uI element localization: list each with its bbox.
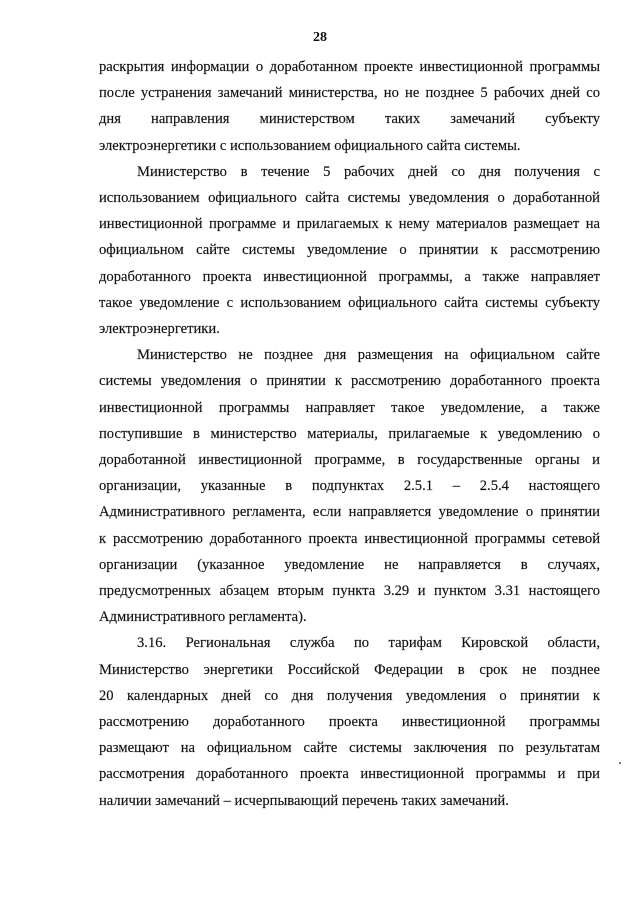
text-line: инвестиционной программы направляет такое уведомление, а также: [99, 399, 600, 416]
text-line: рассмотрения доработанного проекта инвестиционной программы и при: [99, 766, 600, 783]
text-line: системы уведомления о принятии к рассмотрению доработанного проекта: [99, 373, 600, 390]
text-line: доработанной инвестиционной программе, в государственные органы и: [99, 452, 600, 469]
text-line: размещают на официальном сайте системы заключения по результатам: [99, 740, 600, 757]
text-line: использованием официального сайта системы уведомления о доработанной: [99, 190, 600, 207]
text-line: 3.16. Региональная служба по тарифам Кировской области,: [137, 635, 600, 652]
text-line: дня направления министерством таких замечаний субъекту: [99, 111, 600, 128]
paragraph-4: [99, 630, 600, 813]
text-line: организации (указанное уведомление не направляется в случаях,: [99, 556, 600, 573]
text-line: Министерство в течение 5 рабочих дней со дня получения с: [137, 163, 600, 180]
text-line: поступившие в министерство материалы, прилагаемые к уведомлению о: [99, 425, 600, 442]
paragraph-2: [99, 159, 600, 342]
text-line: к рассмотрению доработанного проекта инвестиционной программы сетевой: [99, 530, 600, 547]
text-line: наличии замечаний – исчерпывающий перечень таких замечаний.: [99, 792, 509, 809]
text-line: официальном сайте системы уведомление о принятии к рассмотрению: [99, 242, 600, 259]
text-line: электроэнергетики с использованием официального сайта системы.: [99, 137, 521, 154]
text-line: организации, указанные в подпунктах 2.5.1 – 2.5.4 настоящего: [99, 478, 600, 495]
text-line: электроэнергетики.: [99, 321, 220, 338]
text-line: рассмотрению доработанного проекта инвестиционной программы: [99, 714, 600, 731]
text-line: предусмотренных абзацем вторым пункта 3.29 и пунктом 3.31 настоящего: [99, 583, 600, 600]
document-body: [99, 54, 600, 814]
text-line: Административного регламента, если направляется уведомление о принятии: [99, 504, 600, 521]
text-line: раскрытия информации о доработанном проекте инвестиционной программы: [99, 59, 600, 75]
paragraph-1: [99, 54, 600, 159]
text-line: Министерство энергетики Российской Федерации в срок не позднее: [99, 661, 600, 678]
text-line: доработанного проекта инвестиционной программы, а также направляет: [99, 268, 600, 285]
scan-speck: [619, 762, 621, 764]
page-number: 28: [313, 30, 327, 45]
paragraph-3: [99, 342, 600, 630]
text-line: инвестиционной программе и прилагаемых к нему материалов размещает на: [99, 216, 600, 233]
text-line: Министерство не позднее дня размещения на официальном сайте: [137, 347, 600, 364]
text-line: такое уведомление с использованием официального сайта системы субъекту: [99, 294, 600, 311]
text-line: 20 календарных дней со дня получения уведомления о принятии к: [99, 687, 600, 704]
text-line: после устранения замечаний министерства, но не позднее 5 рабочих дней со: [99, 85, 600, 102]
text-line: Административного регламента).: [99, 609, 307, 626]
